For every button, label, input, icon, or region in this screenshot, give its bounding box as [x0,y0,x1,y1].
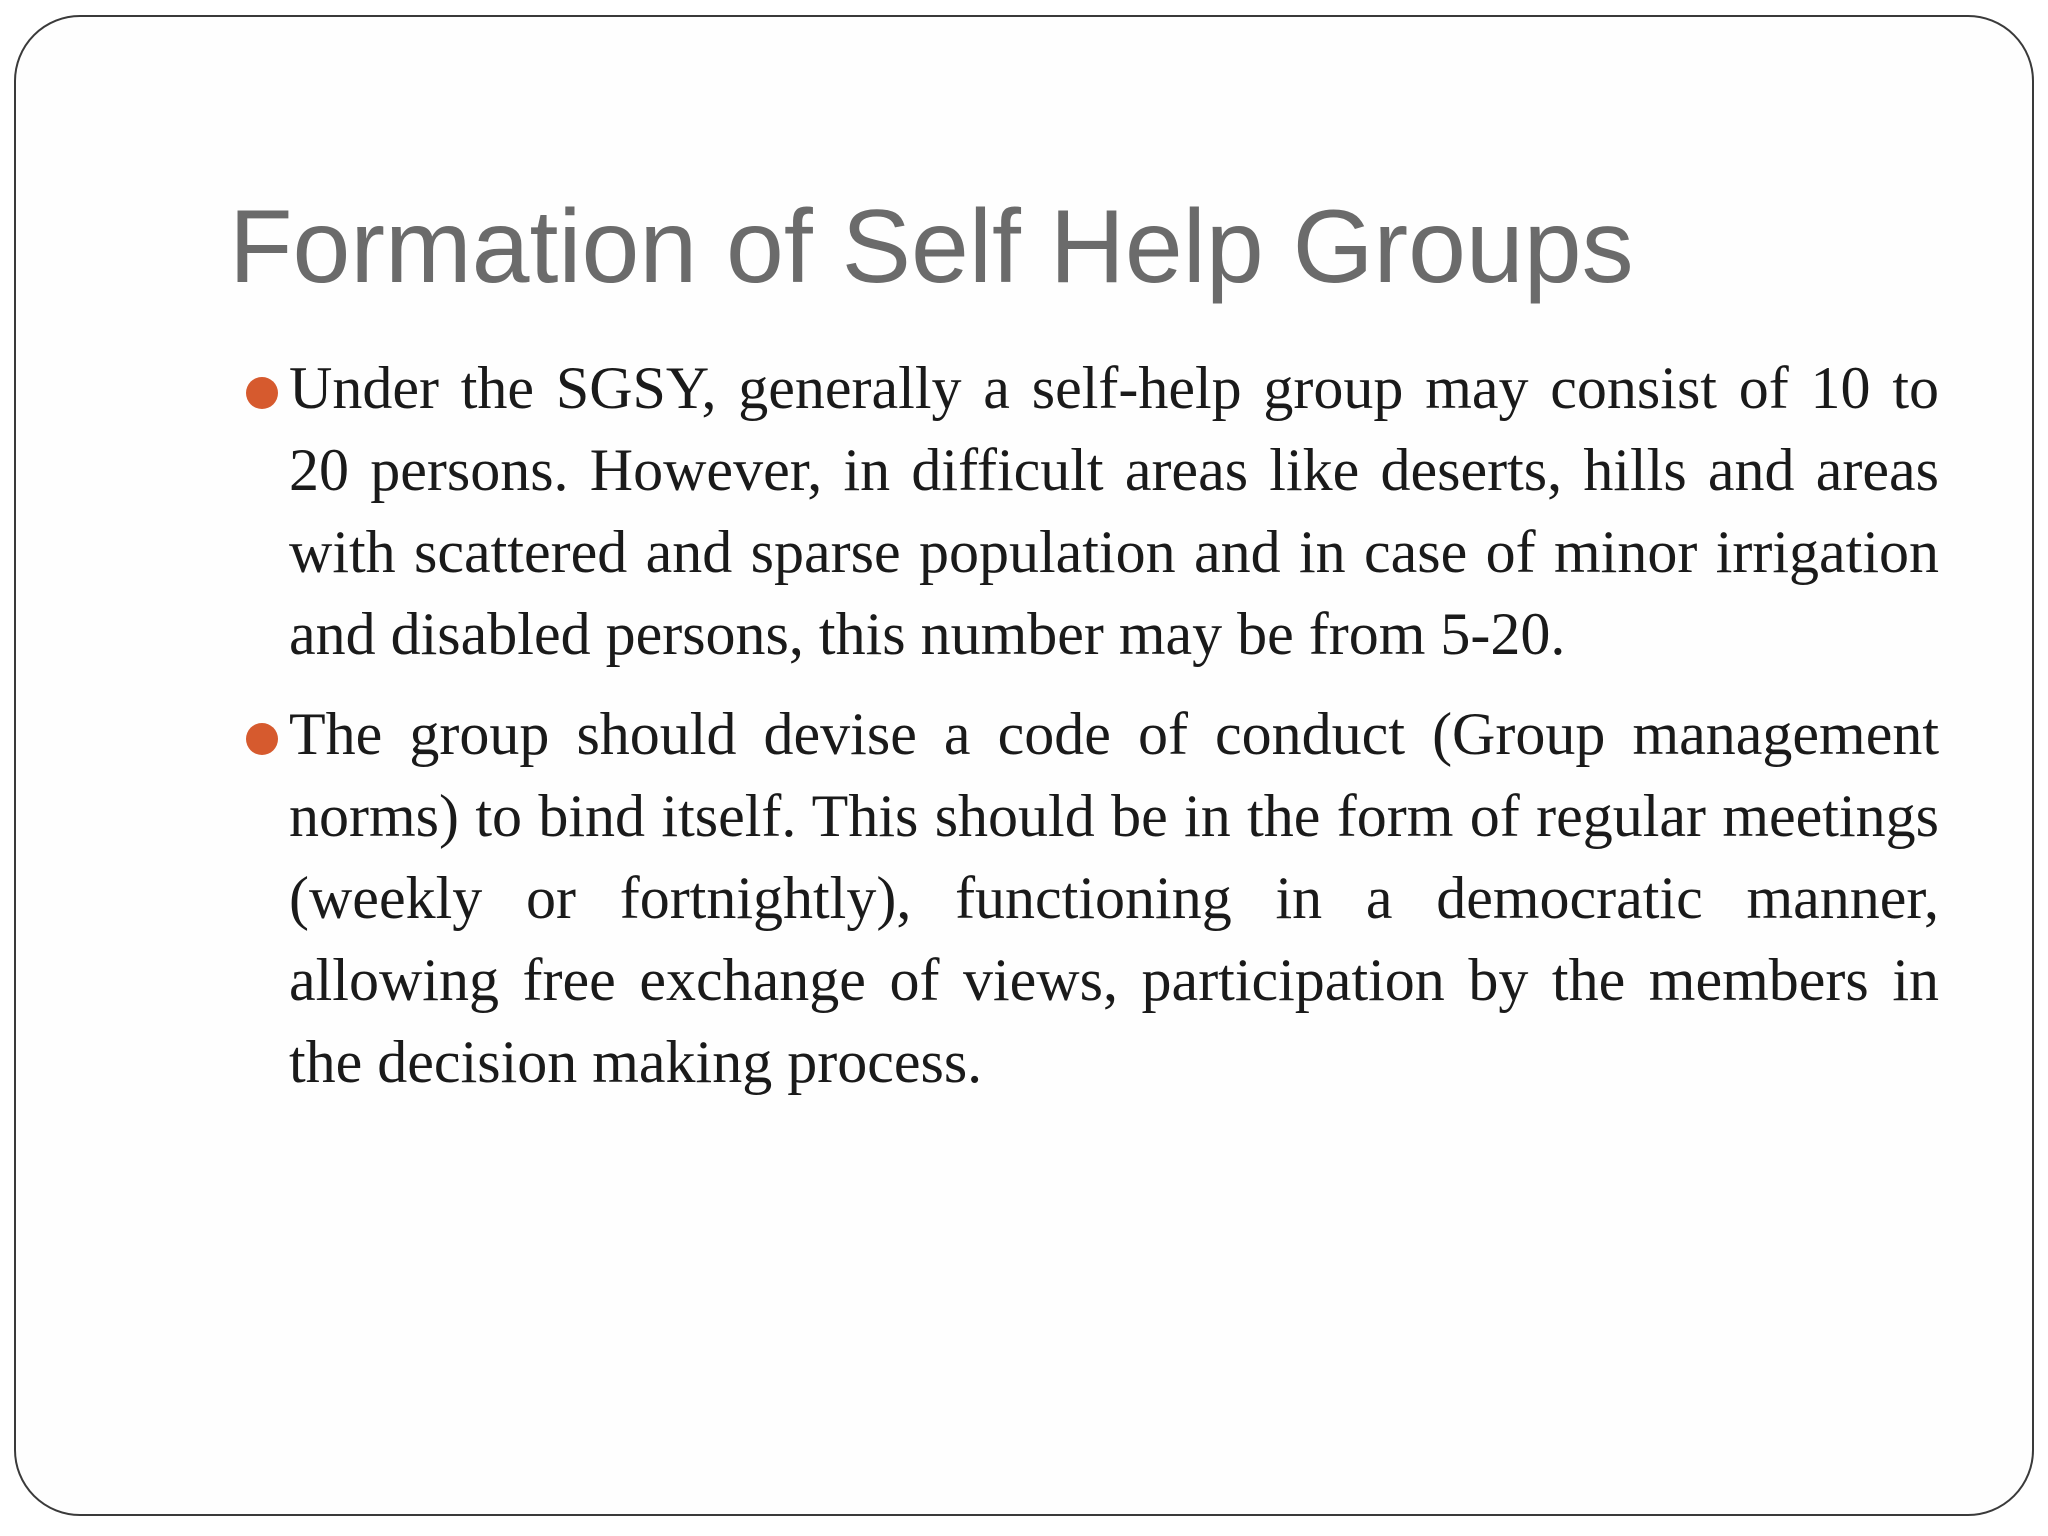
bullet-text: The group should devise a code of conduct (Group management norms) to bind itself. This should be in the form of regular meetings (weekly or fortnightly), functioning in a democratic manner, allowing free exchange of views, participation by the members in the decision making process. [289,701,1939,1095]
bullet-text: Under the SGSY, generally a self-help group may consist of 10 to 20 persons. However, in difficult areas like deserts, hills and areas with scattered and sparse population and in case of minor irrigation and disabled persons, this number may be from 5-20. [289,355,1939,667]
slide [14,15,2034,1516]
bullet-dot-icon [246,377,278,409]
slide-title: Formation of Self Help Groups [229,189,1634,305]
bullet-item [229,693,1939,1103]
bullet-list [229,347,1939,1103]
bullet-dot-icon [246,723,278,755]
bullet-item [229,347,1939,675]
